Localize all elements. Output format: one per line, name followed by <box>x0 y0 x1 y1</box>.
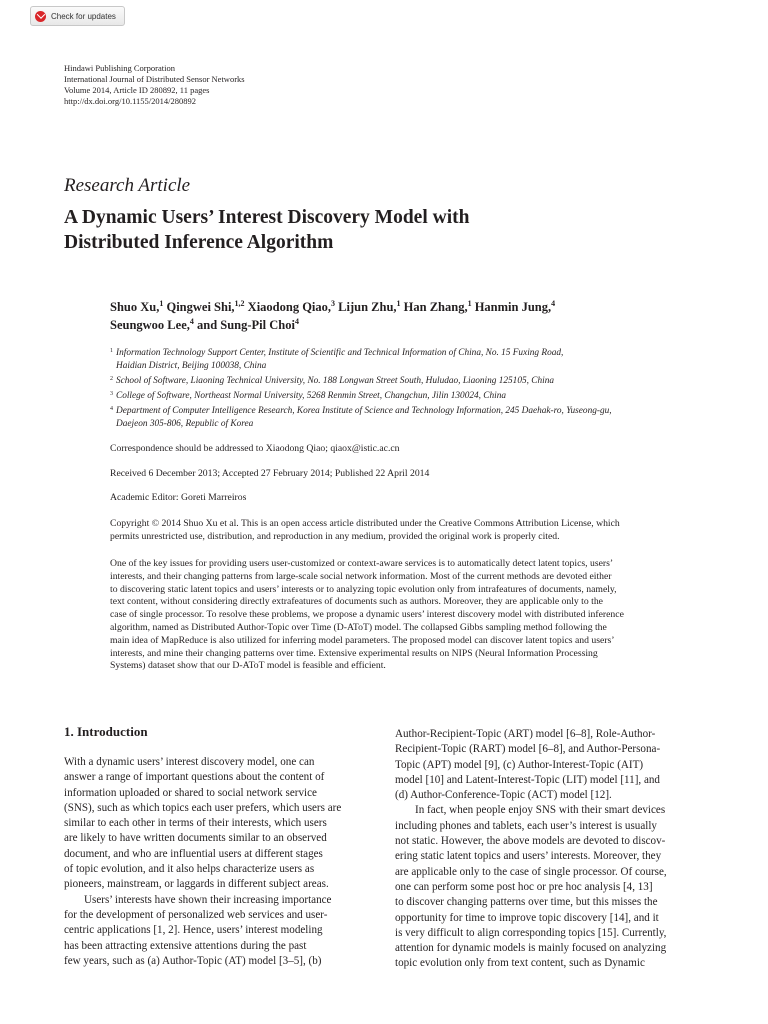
author: Han Zhang,$^1$ <box>403 298 472 314</box>
text-line: (SNS), such as which topics each user prefers, which users are <box>64 801 342 814</box>
text-line: of topic evolution, and it also helps characterize users as <box>64 863 315 876</box>
text-line: Topic (APT) model [9], (c) Author-Interest-Topic (AIT) <box>395 758 644 771</box>
text-line: Author-Recipient-Topic (ART) model [6–8], Role-Author- <box>395 728 656 740</box>
section-heading: 1. Introduction <box>64 724 148 739</box>
text-line: to discover changing patterns over time, but this misses the <box>395 896 658 909</box>
abstract-line: One of the key issues for providing users user-customized or context-aware services is to automatically detect latent topics, users’ <box>110 558 614 569</box>
abstract-line: to discovering static latent topics and users’ interests or to analyzing topic evolution only from intrafeatures of documents, namely, <box>110 583 617 595</box>
text-line: information uploaded or shared to social network service <box>64 786 317 799</box>
doi-link[interactable]: http://dx.doi.org/10.1155/2014/280892 <box>64 96 196 106</box>
text-line: With a dynamic users’ interest discovery model, one can <box>64 756 315 768</box>
text-line: including phones and tablets, each user’s interest is usually <box>395 819 657 832</box>
abstract-line: Systems) dataset show that our D-AToT model is feasible and efficient. <box>110 660 386 672</box>
abstract-line: interests, and mine their changing patterns over time. Extensive experimental results on NIPS (Neural Information Processing <box>110 647 598 659</box>
author-list <box>110 298 670 334</box>
abstract-line: interests, and their changing patterns from large-scale social network information. Most of the current methods are devoted either <box>110 570 612 582</box>
affiliation-list <box>110 347 710 434</box>
volume-info: Volume 2014, Article ID 280892, 11 pages <box>64 85 210 95</box>
abstract-line: case of single processor. To resolve these problems, we propose a dynamic users’ interest discovery model with distributed inference <box>110 609 624 621</box>
text-line: ering static latent topics and users’ interests. Moreover, they <box>395 850 662 863</box>
text-line: few years, such as (a) Author-Topic (AT) model [3–5], (b) <box>64 954 322 967</box>
text-line: document, and who are influential users at different stages <box>64 847 323 860</box>
text-line: (d) Author-Conference-Topic (ACT) model [12]. <box>395 789 612 802</box>
affiliation: 1 Information Technology Support Center, Institute of Scientific and Technical Information of China, No. 15 Fuxing Road, Haidian District, Beijing 100038, China <box>110 348 564 372</box>
author: Xiaodong Qiao,$^3$ <box>247 298 336 314</box>
text-line: pioneers, mainstream, or laggards in different subject areas. <box>64 878 329 891</box>
text-line: topic evolution only from text content, such as Dynamic <box>395 957 645 970</box>
body-column-left <box>64 755 372 969</box>
text-line: opportunity for time to improve topic discovery [14], and it <box>395 911 659 924</box>
academic-editor: Academic Editor: Goreti Marreiros <box>110 492 247 503</box>
correspondence: Correspondence should be addressed to Xiaodong Qiao; qiaox@istic.ac.cn <box>110 443 400 454</box>
body-column-right <box>395 727 703 972</box>
affiliation: 3 College of Software, Northeast Normal University, 5268 Renmin Street, Changchun, Jilin 130024, China <box>110 391 507 402</box>
text-line: similar to each other in terms of their interests, which users <box>64 817 327 830</box>
article-type: Research Article <box>64 175 191 196</box>
author: Qingwei Shi,$^{1,2}$ <box>166 298 245 314</box>
author: and Sung-Pil Choi$^4$ <box>197 316 299 332</box>
text-line: for the development of personalized web services and user- <box>64 908 328 921</box>
author: Lijun Zhu,$^1$ <box>338 298 401 314</box>
journal-name: International Journal of Distributed Sensor Networks <box>64 74 245 84</box>
publication-info <box>64 63 245 107</box>
abstract-line: text content, without considering directly extrafeatures of documents such as authors. Moreover, they are applicable only to the <box>110 596 603 608</box>
abstract <box>110 558 710 673</box>
title-line: A Dynamic Users’ Interest Discovery Model with <box>64 207 470 228</box>
article-title <box>64 205 664 255</box>
text-line: has been attracting extensive attentions during the past <box>64 939 307 952</box>
affiliation: 2 School of Software, Liaoning Technical University, No. 188 Longwan Street South, Huludao, Liaoning 125105, China <box>110 376 554 387</box>
abstract-line: algorithm, named as Distributed Author-Topic over Time (D-AToT) model. The collapsed Gibbs sampling method following the <box>110 621 607 633</box>
copyright-notice: Copyright © 2014 Shuo Xu et al. This is an open access article distributed under the Creative Commons Attribution License, which permits unrestricted use, distribution, and reproduction in any medium, provided the original work is properly cited. <box>110 518 620 542</box>
text-line: are likely to have written documents similar to an observed <box>64 832 327 845</box>
text-line: Recipient-Topic (RART) model [6–8], and Author-Persona- <box>395 743 661 756</box>
author: Shuo Xu,$^1$ <box>110 298 164 314</box>
text-line: In fact, when people enjoy SNS with their smart devices <box>415 804 666 817</box>
affiliation: 4 Department of Computer Intelligence Research, Korea Institute of Science and Technology Information, 245 Daehak-ro, Yuseong-gu, Daejeon 305-806, Republic of Korea <box>110 406 612 430</box>
publication-dates: Received 6 December 2013; Accepted 27 February 2014; Published 22 April 2014 <box>110 468 430 479</box>
title-line: Distributed Inference Algorithm <box>64 232 334 253</box>
check-for-updates-label: Check for updates <box>51 11 116 21</box>
check-updates-icon <box>35 11 46 22</box>
text-line: attention for dynamic models is mainly focused on analyzing <box>395 942 667 955</box>
author: Seungwoo Lee,$^4$ <box>110 316 194 332</box>
text-line: is very difficult to align corresponding topics [15]. Currently, <box>395 926 667 939</box>
text-line: model [10] and Latent-Interest-Topic (LIT) model [11], and <box>395 773 660 786</box>
check-for-updates-button[interactable] <box>30 6 125 26</box>
text-line: answer a range of important questions about the content of <box>64 771 325 784</box>
text-line: centric applications [1, 2]. Hence, users’ interest modeling <box>64 924 323 937</box>
author: Hanmin Jung,$^4$ <box>474 298 556 314</box>
text-line: are applicable only to the case of single processor. Of course, <box>395 865 667 878</box>
abstract-line: main idea of MapReduce is also utilized for inferring model parameters. The proposed model can discover latent topics and users’ <box>110 634 615 646</box>
publisher: Hindawi Publishing Corporation <box>64 63 175 73</box>
text-line: not static. However, the above models are devoted to discov- <box>395 835 666 848</box>
text-line: Users’ interests have shown their increasing importance <box>84 893 332 906</box>
text-line: one can perform some post hoc or pre hoc analysis [4, 13] <box>395 880 653 893</box>
